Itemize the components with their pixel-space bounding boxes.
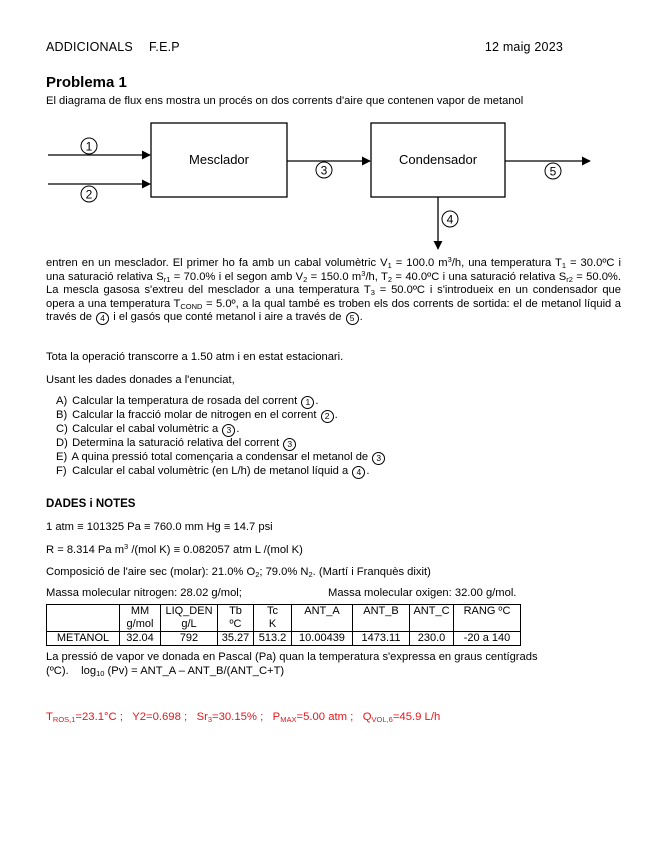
flow-diagram [46,115,621,257]
properties-table [46,604,521,646]
questions-intro: Usant les dades donades a l'enunciat, [46,374,235,386]
table-row: METANOL 32.04 792 35.27 513.2 10.00439 1473.11 230.0 -20 a 140 [47,632,521,646]
question-b: B) Calcular la fracció molar de nitrogen en el corrent 2 . [56,409,338,421]
doc-date: 12 maig 2023 [484,40,563,54]
vapor-pressure-note: La pressió de vapor ve donada en Pascal (Pa) quan la temperatura s'expressa en graus centígrads (ºC). $\log_{10} (Pv)$ = ANT_A – ANT_B/(ANT_C+T) [46,651,538,678]
molar-mass-nitrogen: Massa molecular nitrogen: 28.02 g/mol; [46,587,242,599]
molar-mass-oxygen: Massa molecular oxigen: 32.00 g/mol. [328,587,517,599]
notes-title: DADES i NOTES [46,498,136,510]
stream-5-label: 5 [549,164,557,179]
course-code: F.E.P [148,40,180,54]
doc-header-left [46,40,180,54]
stream-2-label: 2 [85,187,93,202]
answer-dew-point: TROS,1=23.1°C ; [46,711,123,724]
air-composition: Composició de l'aire sec (molar): 21.0% $O_2$; 79.0% $N_2$. (Martí i Franquès dixit) [46,566,431,579]
table-units-row: g/mol g/L ºC K [47,618,521,632]
question-c: C) Calcular el cabal volumètric a 3 . [56,423,240,435]
operation-conditions: Tota la operació transcorre a 1.50 atm i en estat estacionari. [46,351,344,363]
course-name: ADDICIONALS [46,40,133,54]
stream-4-label: 4 [446,212,454,227]
answers-line [46,711,440,723]
answer-y2: Y2=0.698 ; [132,711,188,723]
atm-equivalence: 1 atm ≡ 101325 Pa ≡ 760.0 mm Hg ≡ 14.7 psi [46,521,273,533]
answer-sr3: Sr3=30.15% ; [196,711,264,724]
stream-3-label: 3 [320,163,328,178]
condenser-label: Condensador [398,152,478,167]
question-a: A) Calcular la temperatura de rosada del corrent 1 . [56,395,319,407]
table-header-row: MM LIQ_DEN Tb Tc ANT_A ANT_B ANT_C RANG ºC [47,605,521,619]
questions-list [56,395,386,479]
problem-intro: El diagrama de flux ens mostra un procés on dos corrents d'aire que contenen vapor de metanol [46,95,524,107]
gas-constant: R = 8.314 Pa $m^3$ /(mol K) ≡ 0.082057 atm L /(mol K) [46,542,303,556]
answer-pmax: PMAX=5.00 atm ; [272,711,354,724]
question-f: F) Calcular el cabal volumètric (en L/h) de metanol líquid a 4 . [56,465,370,477]
stream-ref-4: 4 [96,312,109,325]
stream-1-label: 1 [85,139,93,154]
answer-qvol: QVOL,6=45.9 L/h [362,711,441,724]
mixer-label: Mesclador [189,152,249,167]
stream-ref-5: 5 [346,312,359,325]
question-e: E) A quina pressió total començaria a condensar el metanol de 3 [56,451,386,465]
question-d: D) Determina la saturació relativa del corrent 3 [56,437,386,451]
problem-title: Problema 1 [46,74,127,91]
process-description: entren en un mesclador. El primer ho fa amb un cabal volumètric $V_1 = 100.0$ $m^3/h$, una temperatura $T_1$ = 30.0ºC i una saturació relativa $S_{r1} = 70.0\%$ i el segon amb $V_2 = 150.0$ $m^3/h$, $T_2$ = 40.0ºC i una saturació relativa $S_{r2} = 50.0\%$. La mescla gasosa s'extreu del mesclador a una temperatura $T_3$ = 50.0ºC i s'introdueix en un condensador que opera a una temperatura $T_{COND}$ = 5.0º, a la qual també es troben els dos corrents de sortida: el de metanol líquid a través de 4 i el gasós que conté metanol i aire a través de 5 . [46,255,621,324]
